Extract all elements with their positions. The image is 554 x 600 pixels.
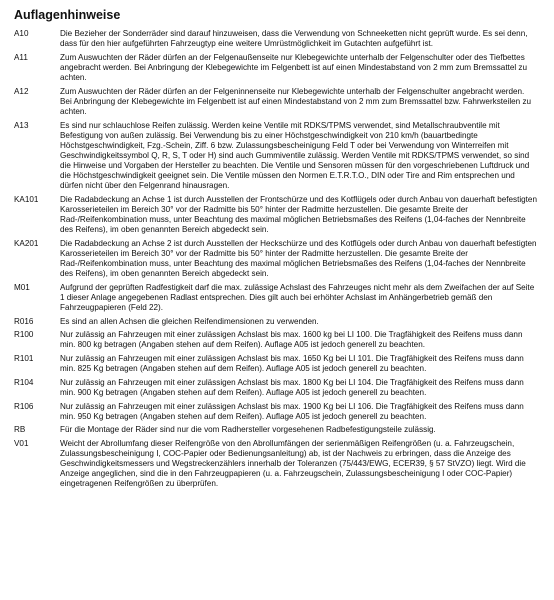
note-entry	[10, 53, 544, 83]
note-entry	[10, 425, 544, 435]
note-code: A13	[14, 120, 29, 130]
note-text: Aufgrund der geprüften Radfestigkeit darf die max. zulässige Achslast des Fahrzeuges nicht mehr als dem Zweifachen der auf Seite 1 dieser Anlage angegebenen Radlast entsprechen. Dies gilt auch bei erhöhter Achslast im Anhängerbetrieb gemäß den Fahrzeugpapieren (Feld 22).	[60, 282, 535, 312]
note-entry	[10, 439, 544, 489]
note-code: M01	[14, 282, 30, 292]
note-entry	[10, 317, 544, 327]
note-text: Zum Auswuchten der Räder dürfen an der Felgenaußenseite nur Klebegewichte unterhalb der Felgenschulter oder des Tiefbettes angebracht werden. Bei Anbringung der Klebegewichte im Felgenbett ist auf einen Mindestabstand von 2 mm zum Bremssattel zu achten.	[60, 52, 527, 82]
note-text: Die Bezieher der Sonderräder sind darauf hinzuweisen, dass die Verwendung von Schneeketten nicht geprüft wurde. Es sei denn, dass für den hier aufgeführten Fahrzeugtyp eine weitere Umrüstmöglichkeit im Gutachten aufgeführt ist.	[60, 29, 528, 49]
note-code: RB	[14, 425, 26, 435]
notes-list	[10, 29, 544, 490]
note-text: Zum Auswuchten der Räder dürfen an der Felgeninnenseite nur Klebegewichte unterhalb der Felgenschulter angebracht werden. Bei Anbringung der Klebegewichte im Felgenbett ist auf einen Mindestabstand von 2 mm zum Bremssattel bzw. Fahrwerksteilen zu achten.	[60, 86, 532, 116]
note-text: Für die Montage der Räder sind nur die vom Radhersteller vorgesehenen Radbefestigungsteile zulässig.	[60, 425, 436, 435]
note-code: R101	[14, 354, 34, 364]
note-entry	[10, 283, 544, 313]
note-code: KA201	[14, 238, 39, 248]
note-code: R106	[14, 401, 34, 411]
note-text: Weicht der Abrollumfang dieser Reifengröße von den Abrollumfängen der serienmäßigen Reifengrößen (u. a. Fahrzeugschein, Zulassungsbescheinigung I, COC-Papier oder Bedienungsanleitung) ab, ist der Nachweis zu erbringen, dass die Anzeige des Geschwindigkeitsmessers und Wegstreckenzählers innerhalb der Toleranzen (75/443/EWG, ECER39, § 57 StVZO) liegt. Wird die Anzeige angeglichen, sind die in den Fahrzeugpapieren (u. a. Fahrzeugschein, Zulassungsbescheinigung I oder COC-Papier) eingetragenen Reifengrößen zu überprüfen.	[60, 439, 526, 489]
note-text: Die Radabdeckung an Achse 1 ist durch Ausstellen der Frontschürze und des Kotflügels oder durch Anbau von dauerhaft befestigten Karosserieteilen im Bereich 30° vor der Radmitte bis 50° hinter der Radmitte herzustellen. Die gesamte Breite der Rad-/Reifenkombination muss, unter Beachtung des maximal möglichen Betriebsmaßes des Reifens (1,04-faches der Nennbreite des Reifens), im oben genannten Bereich abgedeckt sein.	[60, 194, 537, 235]
note-text: Nur zulässig an Fahrzeugen mit einer zulässigen Achslast bis max. 1600 kg bei LI 100. Die Tragfähigkeit des Reifens muss dann min. 800 kg betragen (Angaben stehen auf dem Reifen). Auflage A05 ist jedoch generell zu beachten.	[60, 330, 523, 350]
note-entry	[10, 87, 544, 117]
note-text: Es sind an allen Achsen die gleichen Reifendimensionen zu verwenden.	[60, 316, 319, 326]
note-entry	[10, 29, 544, 49]
note-text: Die Radabdeckung an Achse 2 ist durch Ausstellen der Heckschürze und des Kotflügels oder durch Anbau von dauerhaft befestigten Karosserieteilen im Bereich 30° vor der Radmitte bis 50° hinter der Radmitte herzustellen. Die gesamte Breite der Rad-/Reifenkombination muss, unter Beachtung des maximal möglichen Betriebsmaßes des Reifens (1,04-faches der Nennbreite des Reifens), im oben genannten Bereich abgedeckt sein.	[60, 238, 537, 279]
note-code: V01	[14, 439, 29, 449]
note-code: A12	[14, 86, 29, 96]
note-text: Nur zulässig an Fahrzeugen mit einer zulässigen Achslast bis max. 1650 Kg bei LI 101. Die Tragfähigkeit des Reifens muss dann min. 825 Kg betragen (Angaben stehen auf dem Reifen). Auflage A05 ist jedoch generell zu beachten.	[60, 354, 524, 374]
section-title: Auflagenhinweise	[14, 8, 121, 22]
note-code: R100	[14, 330, 34, 340]
note-code: A11	[14, 52, 28, 62]
note-text: Es sind nur schlauchlose Reifen zulässig. Werden keine Ventile mit RDKS/TPMS verwendet, sind Metallschraubventile mit Befestigung von außen zulässig. Bei Verwendung bis zu einer Höchstgeschwindigkeit von 210 km/h (bauartbedingte Höchstgeschwindigkeit, Fzg.-Schein, Ziff. 6 bzw. Zulassungsbescheinigung Feld T oder bei Verwendung von Winterreifen mit Geschwindigkeitssymbol Q, R, S, T oder H) sind auch Gummiventile zulässig. Werden Ventile mit RDKS/TPMS verwendet, so sind die Hinweise und Vorgaben der Hersteller zu beachten. Die Ventile und Sensoren müssen für den vorgeschriebenen Luftdruck und die Höchstgeschwindigkeit geeignet sein. Die Ventile müssen den Normen E.T.R.T.O., DIN oder Tire and Rim entsprechen und dürfen nicht über den Felgenrand hinausragen.	[60, 120, 530, 191]
note-entry	[10, 239, 544, 279]
note-entry	[10, 378, 544, 398]
note-code: A10	[14, 29, 29, 38]
note-entry	[10, 354, 544, 374]
note-code: R104	[14, 377, 34, 387]
note-text: Nur zulässig an Fahrzeugen mit einer zulässigen Achslast bis max. 1900 Kg bei LI 106. Die Tragfähigkeit des Reifens muss dann min. 950 Kg betragen (Angaben stehen auf dem Reifen). Auflage A05 ist jedoch generell zu beachten.	[60, 401, 524, 421]
note-entry	[10, 195, 544, 235]
note-code: R016	[14, 316, 34, 326]
note-code: KA101	[14, 194, 39, 204]
note-entry	[10, 121, 544, 192]
note-entry	[10, 330, 544, 350]
note-entry	[10, 402, 544, 422]
note-text: Nur zulässig an Fahrzeugen mit einer zulässigen Achslast bis max. 1800 Kg bei LI 104. Die Tragfähigkeit des Reifens muss dann min. 900 Kg betragen (Angaben stehen auf dem Reifen). Auflage A05 ist jedoch generell zu beachten.	[60, 377, 524, 397]
